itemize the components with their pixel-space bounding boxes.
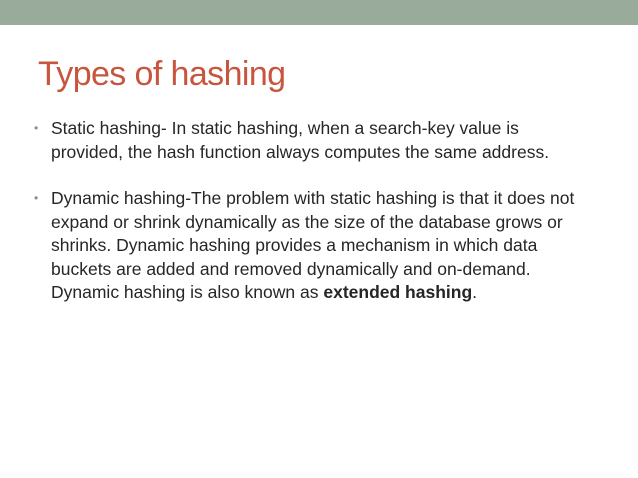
slide-title: Types of hashing xyxy=(38,55,286,93)
bullet-dynamic-hashing xyxy=(34,187,594,305)
bullet-text-end: . xyxy=(472,282,478,302)
bullet-marker: • xyxy=(34,121,39,135)
bullet-text: Static hashing- In static hashing, when a search-key value is provided, the hash function always computes the same address. xyxy=(51,118,550,162)
bullet-text: Dynamic hashing-The problem with static hashing is that it does not expand or shrink dynamically as the size of the database grows or shrinks. Dynamic hashing provides a mechanism in which data buckets are added and removed dynamically and on-demand. Dynamic hashing is also known as xyxy=(51,188,575,302)
top-accent-bar xyxy=(0,0,638,25)
bullet-marker: • xyxy=(34,191,39,205)
bold-term: extended hashing xyxy=(323,282,473,302)
bullet-list xyxy=(34,117,594,305)
bullet-static-hashing xyxy=(34,117,594,164)
